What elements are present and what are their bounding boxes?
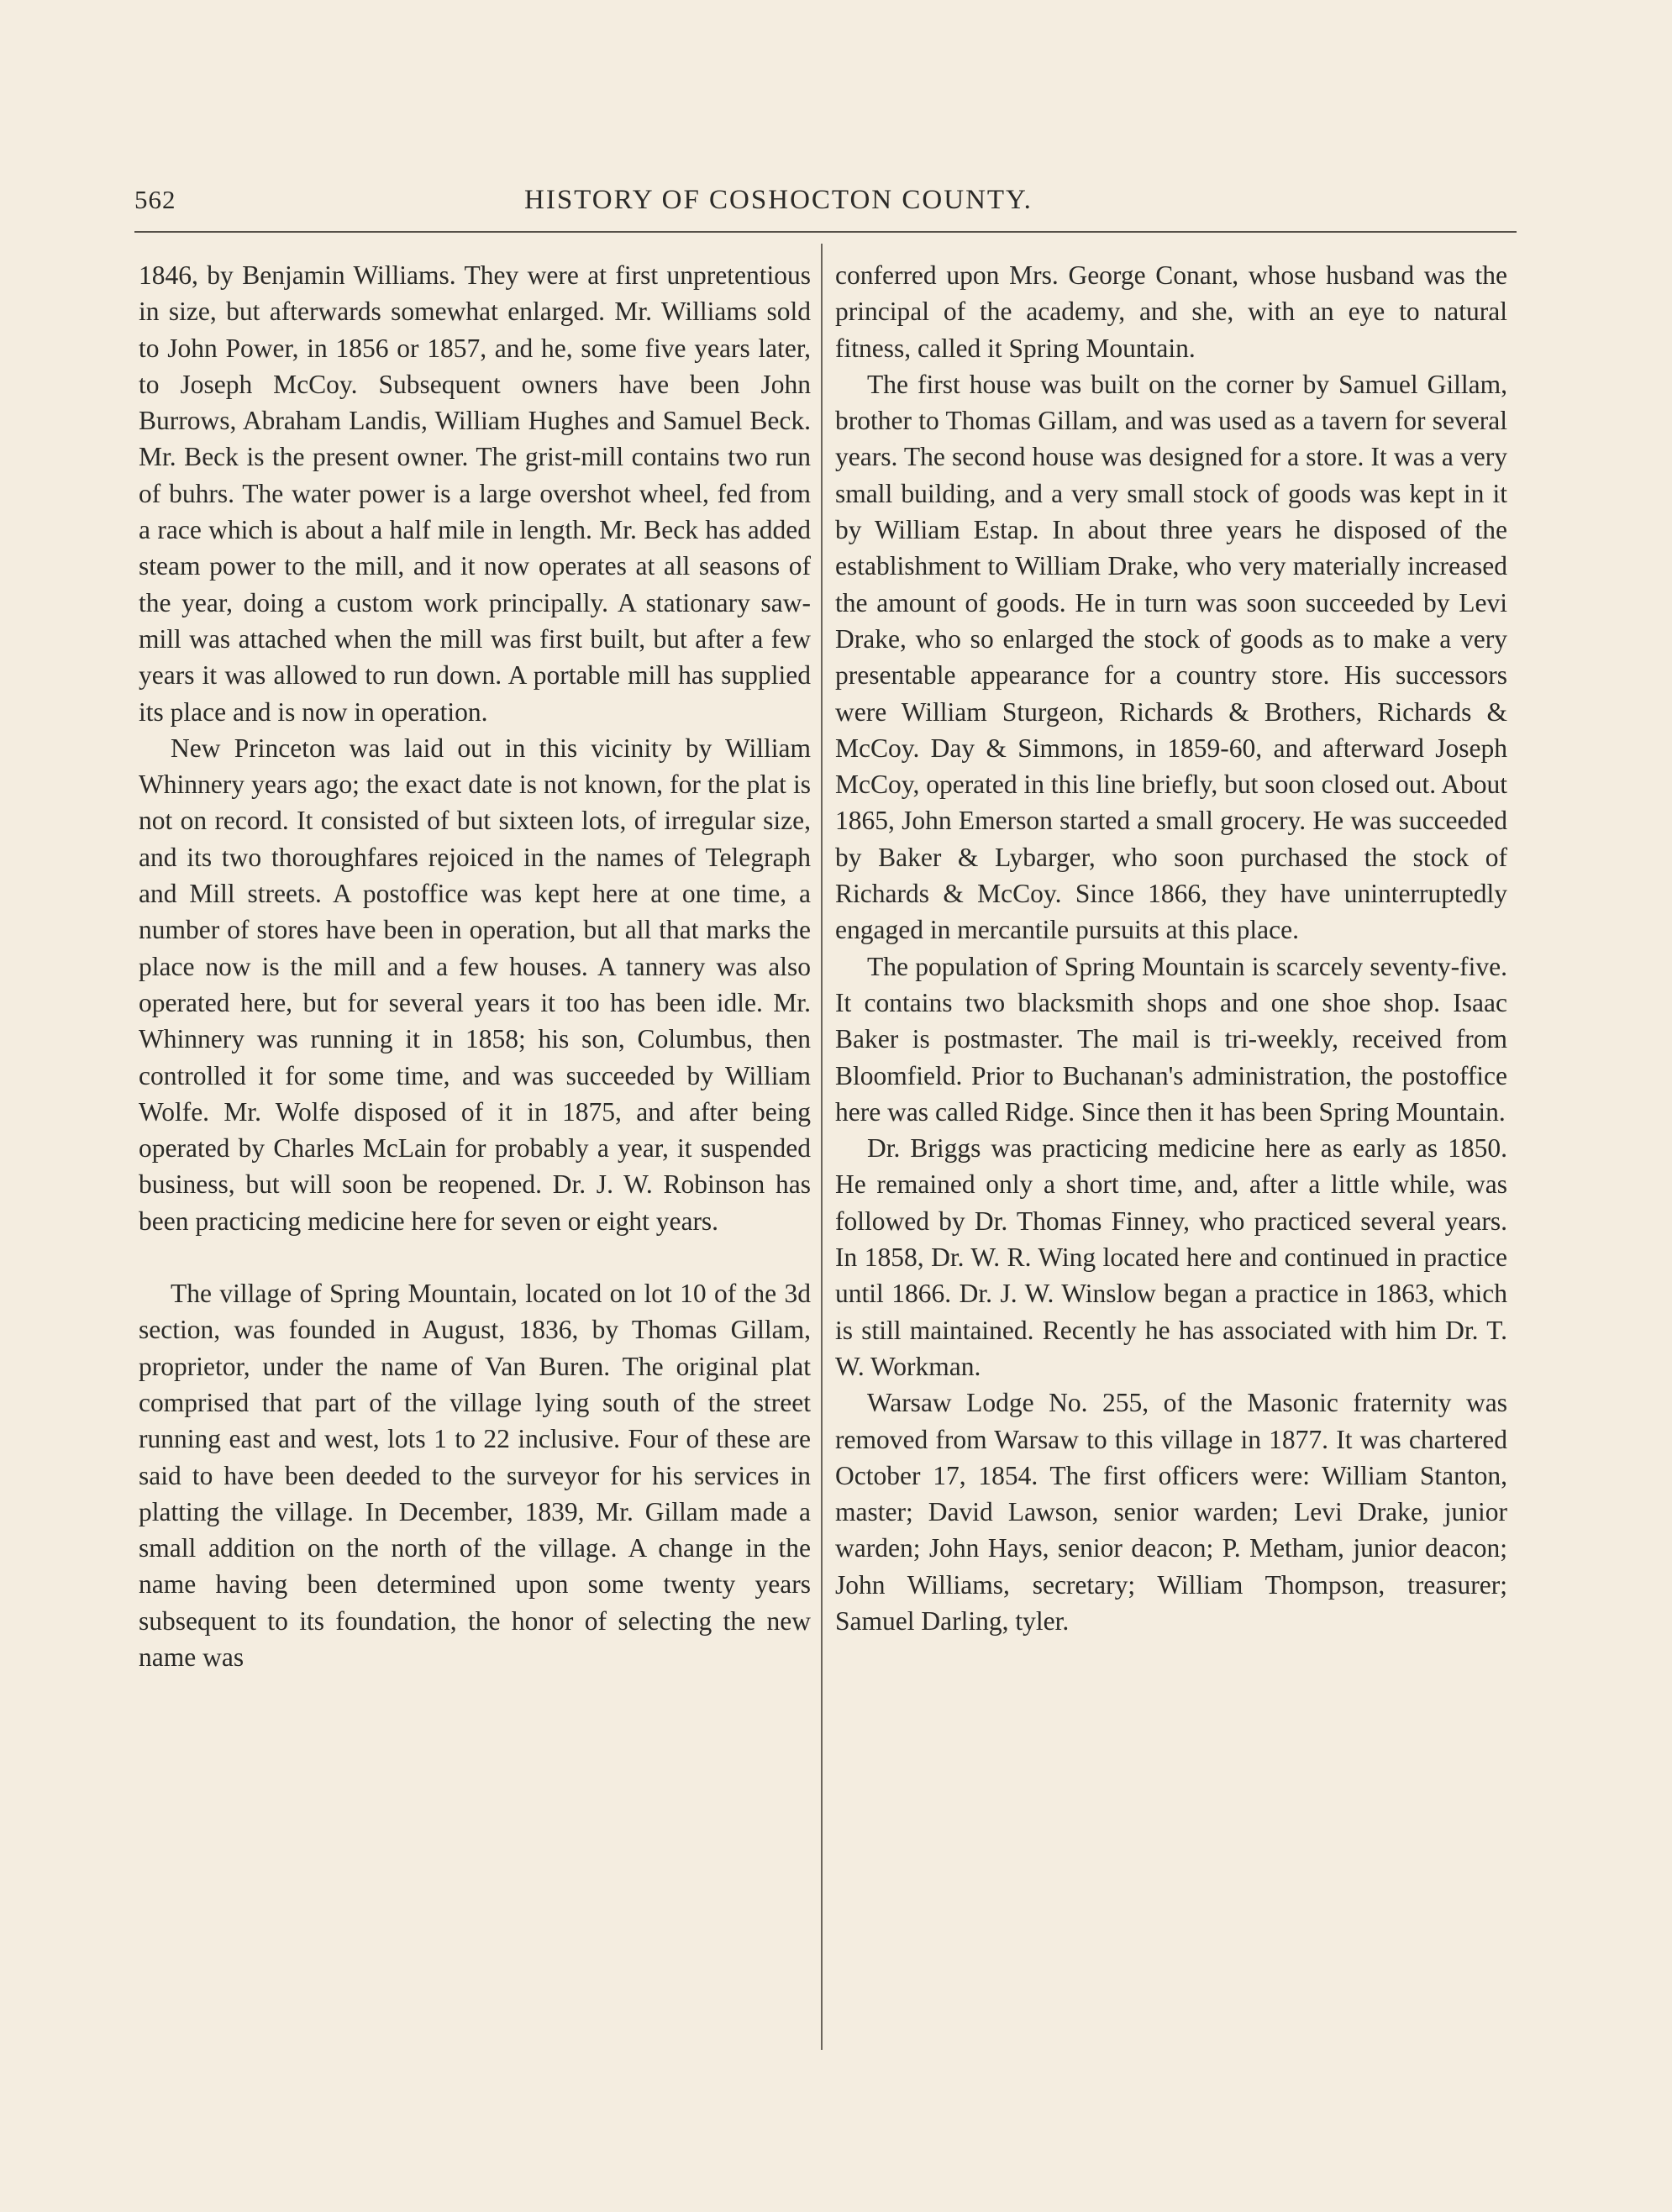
right-paragraph-1: conferred upon Mrs. George Conant, whose husband was the principal of the academy, and she, with an eye to natural fitness, called it Spring Mountain. — [835, 260, 1507, 363]
column-divider — [821, 244, 823, 2050]
right-paragraph-5: Warsaw Lodge No. 255, of the Masonic fraternity was removed from Warsaw to this village in 1877. It was chartered October 17, 1854. The first officers were: William Stanton, master; David Lawson, senior warden; Levi Drake, junior warden; John Hays, senior deacon; P. Metham, junior deacon; John Williams, secretary; William Thompson, treasurer; Samuel Darling, tyler. — [835, 1388, 1507, 1636]
right-paragraph-4: Dr. Briggs was practicing medicine here as early as 1850. He remained only a short time, and, after a little while, was followed by Dr. Thomas Finney, who practiced several years. In 1858, Dr. W. R. Wing located here and continued in practice until 1866. Dr. J. W. Winslow began a practice in 1863, which is still maintained. Recently he has associated with him Dr. T. W. Workman. — [835, 1133, 1507, 1381]
left-paragraph-2: New Princeton was laid out in this vicinity by William Whinnery years ago; the exact date is not known, for the plat is not on record. It consisted of but sixteen lots, of irregular size, and its two thoroughfares rejoiced in the names of Telegraph and Mill streets. A postoffice was kept here at one time, a number of stores have been in operation, but all that marks the place now is the mill and a few houses. A tannery was also operated here, but for several years it too has been idle. Mr. Whinnery was running it in 1858; his son, Columbus, then controlled it for some time, and was succeeded by William Wolfe. Mr. Wolfe disposed of it in 1875, and after being operated by Charles McLain for probably a year, it suspended business, but will soon be reopened. Dr. J. W. Robinson has been practicing medicine here for seven or eight years. — [139, 733, 811, 1236]
header-rule — [134, 231, 1517, 233]
left-column — [139, 257, 811, 1675]
right-paragraph-3: The population of Spring Mountain is scarcely seventy-five. It contains two blacksmith shops and one shoe shop. Isaac Baker is postmaster. The mail is tri-weekly, received from Bloomfield. Prior to Buchanan's administration, the postoffice here was called Ridge. Since then it has been Spring Mountain. — [835, 951, 1507, 1127]
left-paragraph-1: 1846, by Benjamin Williams. They were at first unpretentious in size, but afterwards somewhat enlarged. Mr. Williams sold to John Power, in 1856 or 1857, and he, some five years later, to Joseph McCoy. Subsequent owners have been John Burrows, Abraham Landis, William Hughes and Samuel Beck. Mr. Beck is the present owner. The grist-mill contains two run of buhrs. The water power is a large overshot wheel, fed from a race which is about a half mile in length. Mr. Beck has added steam power to the mill, and it now operates at all seasons of the year, doing a custom work principally. A stationary saw-mill was attached when the mill was first built, but after a few years it was allowed to run down. A portable mill has supplied its place and is now in operation. — [139, 260, 811, 727]
right-paragraph-2: The first house was built on the corner by Samuel Gillam, brother to Thomas Gillam, and was used as a tavern for several years. The second house was designed for a store. It was a very small building, and a very small stock of goods was kept in it by William Estap. In about three years he disposed of the establishment to William Drake, who very materially increased the amount of goods. He in turn was soon succeeded by Levi Drake, who so enlarged the stock of goods as to make a very presentable appearance for a country store. His successors were William Sturgeon, Richards & Brothers, Richards & McCoy. Day & Simmons, in 1859-60, and afterward Joseph McCoy, operated in this line briefly, but soon closed out. About 1865, John Emerson started a small grocery. He was succeeded by Baker & Lybarger, who soon purchased the stock of Richards & McCoy. Since 1866, they have uninterruptedly engaged in mercantile pursuits at this place. — [835, 369, 1507, 945]
right-column — [835, 257, 1507, 1639]
left-paragraph-3: The village of Spring Mountain, located on lot 10 of the 3d section, was founded in August, 1836, by Thomas Gillam, proprietor, under the name of Van Buren. The original plat comprised that part of the village lying south of the street running east and west, lots 1 to 22 inclusive. Four of these are said to have been deeded to the surveyor for his services in platting the village. In December, 1839, Mr. Gillam made a small addition on the north of the village. A change in the name having been determined upon some twenty years subsequent to its foundation, the honor of selecting the new name was — [139, 1279, 811, 1672]
running-head: HISTORY OF COSHOCTON COUNTY. — [524, 185, 1033, 215]
page-number: 562 — [134, 185, 176, 214]
